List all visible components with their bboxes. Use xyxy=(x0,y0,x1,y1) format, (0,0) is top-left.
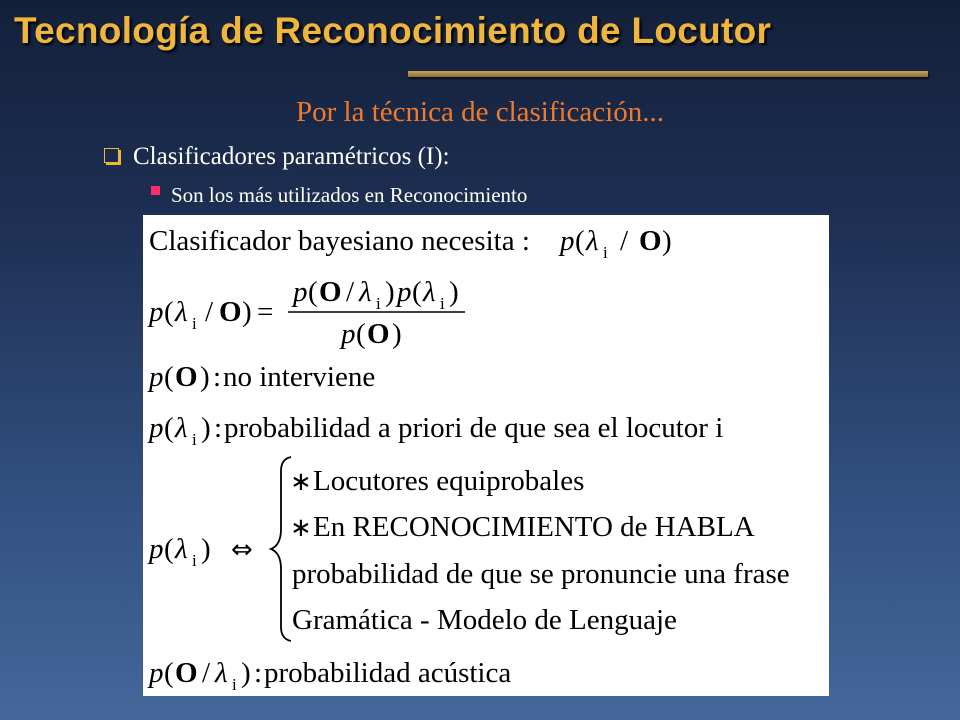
eq-left-brace xyxy=(271,457,291,641)
eq-O: O xyxy=(367,318,390,350)
eq-asterisk: ∗ xyxy=(290,513,312,543)
eq-paren-open: ( xyxy=(575,225,585,257)
eq-lambda: λ xyxy=(215,657,228,689)
eq-paren-open: ( xyxy=(164,657,174,689)
eq-paren-close: ) xyxy=(385,276,395,308)
bullet-level1-text: Clasificadores paramétricos (I): xyxy=(133,143,450,170)
eq-slash: / xyxy=(205,296,214,328)
eq-p: p xyxy=(149,361,164,393)
eq-no-interviene: no interviene xyxy=(223,361,376,393)
eq-lambda: λ xyxy=(423,276,436,308)
eq-slash: / xyxy=(202,657,211,689)
eq-colon: : xyxy=(213,361,222,393)
eq-lambda: λ xyxy=(586,225,599,257)
eq-O: O xyxy=(175,657,198,689)
eq-equals: = xyxy=(257,296,274,328)
eq-prob-acustica: probabilidad acústica xyxy=(264,657,512,689)
eq-slash: / xyxy=(620,225,629,257)
eq-paren-close: ) xyxy=(449,276,459,308)
eq-lambda: λ xyxy=(359,276,372,308)
eq-O: O xyxy=(175,361,198,393)
eq-paren-close: ) xyxy=(201,412,211,444)
eq-line-pO xyxy=(147,361,375,393)
slide-subtitle: Por la técnica de clasificación... xyxy=(296,96,664,128)
bullet-level2-text: Son los más utilizados en Reconocimiento xyxy=(171,183,528,207)
checkbox-bullet-icon xyxy=(104,148,119,163)
eq-case-2: En RECONOCIMIENTO de HABLA xyxy=(313,511,755,543)
eq-p: p xyxy=(149,657,164,689)
eq-prob-a-priori: probabilidad a priori de que sea el locutor i xyxy=(224,412,724,444)
eq-asterisk: ∗ xyxy=(290,467,312,497)
eq-O: O xyxy=(319,276,342,308)
equation-box xyxy=(143,215,829,696)
eq-sub-i: i xyxy=(192,430,197,449)
eq-p: p xyxy=(341,318,356,350)
eq-line-bayes-needs xyxy=(149,225,672,262)
eq-slash: / xyxy=(346,276,355,308)
eq-bayes-label: Clasificador bayesiano necesita : xyxy=(149,225,530,257)
eq-O: O xyxy=(639,225,662,257)
eq-p: p xyxy=(149,296,164,328)
eq-lambda: λ xyxy=(175,412,188,444)
eq-lambda: λ xyxy=(175,533,188,565)
eq-p: p xyxy=(149,412,164,444)
eq-paren-open: ( xyxy=(164,412,174,444)
eq-sub-i: i xyxy=(232,675,237,694)
eq-O: O xyxy=(219,296,242,328)
eq-paren-open: ( xyxy=(164,296,174,328)
square-bullet-icon xyxy=(151,186,160,195)
eq-paren-open: ( xyxy=(308,276,318,308)
eq-paren-close: ) xyxy=(242,296,252,328)
eq-colon: : xyxy=(214,412,223,444)
eq-sub-i: i xyxy=(192,551,197,570)
eq-paren-open: ( xyxy=(164,361,174,393)
eq-lambda: λ xyxy=(175,296,188,328)
eq-case-4: Gramática - Modelo de Lenguaje xyxy=(292,604,677,636)
bullet-level2 xyxy=(151,183,527,209)
eq-cases-block xyxy=(147,457,790,641)
eq-paren-close: ) xyxy=(200,361,210,393)
eq-p: p xyxy=(560,225,575,257)
eq-p: p xyxy=(149,533,164,565)
eq-paren-close: ) xyxy=(241,657,251,689)
eq-paren-open: ( xyxy=(164,533,174,565)
slide-title: Tecnología de Reconocimiento de Locutor xyxy=(14,10,772,51)
title-underline xyxy=(408,71,928,77)
eq-line-bayes-rule xyxy=(147,276,465,350)
eq-paren-open: ( xyxy=(356,318,366,350)
eq-colon: : xyxy=(254,657,263,689)
eq-p: p xyxy=(397,276,412,308)
eq-case-1: Locutores equiprobales xyxy=(313,465,585,497)
equation-figure xyxy=(143,215,829,696)
eq-iff: ⇔ xyxy=(231,535,253,565)
eq-p: p xyxy=(293,276,308,308)
eq-sub-i: i xyxy=(603,243,608,262)
eq-sub-i: i xyxy=(192,314,197,333)
eq-line-prior xyxy=(147,412,723,449)
eq-line-acoustic xyxy=(147,657,511,694)
eq-sub-i: i xyxy=(376,294,381,313)
bullet-level1 xyxy=(104,143,450,175)
eq-sub-i: i xyxy=(440,294,445,313)
eq-case-3: probabilidad de que se pronuncie una frase xyxy=(292,558,790,590)
eq-paren-close: ) xyxy=(201,533,211,565)
eq-paren-close: ) xyxy=(662,225,672,257)
eq-paren-close: ) xyxy=(392,318,402,350)
eq-paren-open: ( xyxy=(412,276,422,308)
